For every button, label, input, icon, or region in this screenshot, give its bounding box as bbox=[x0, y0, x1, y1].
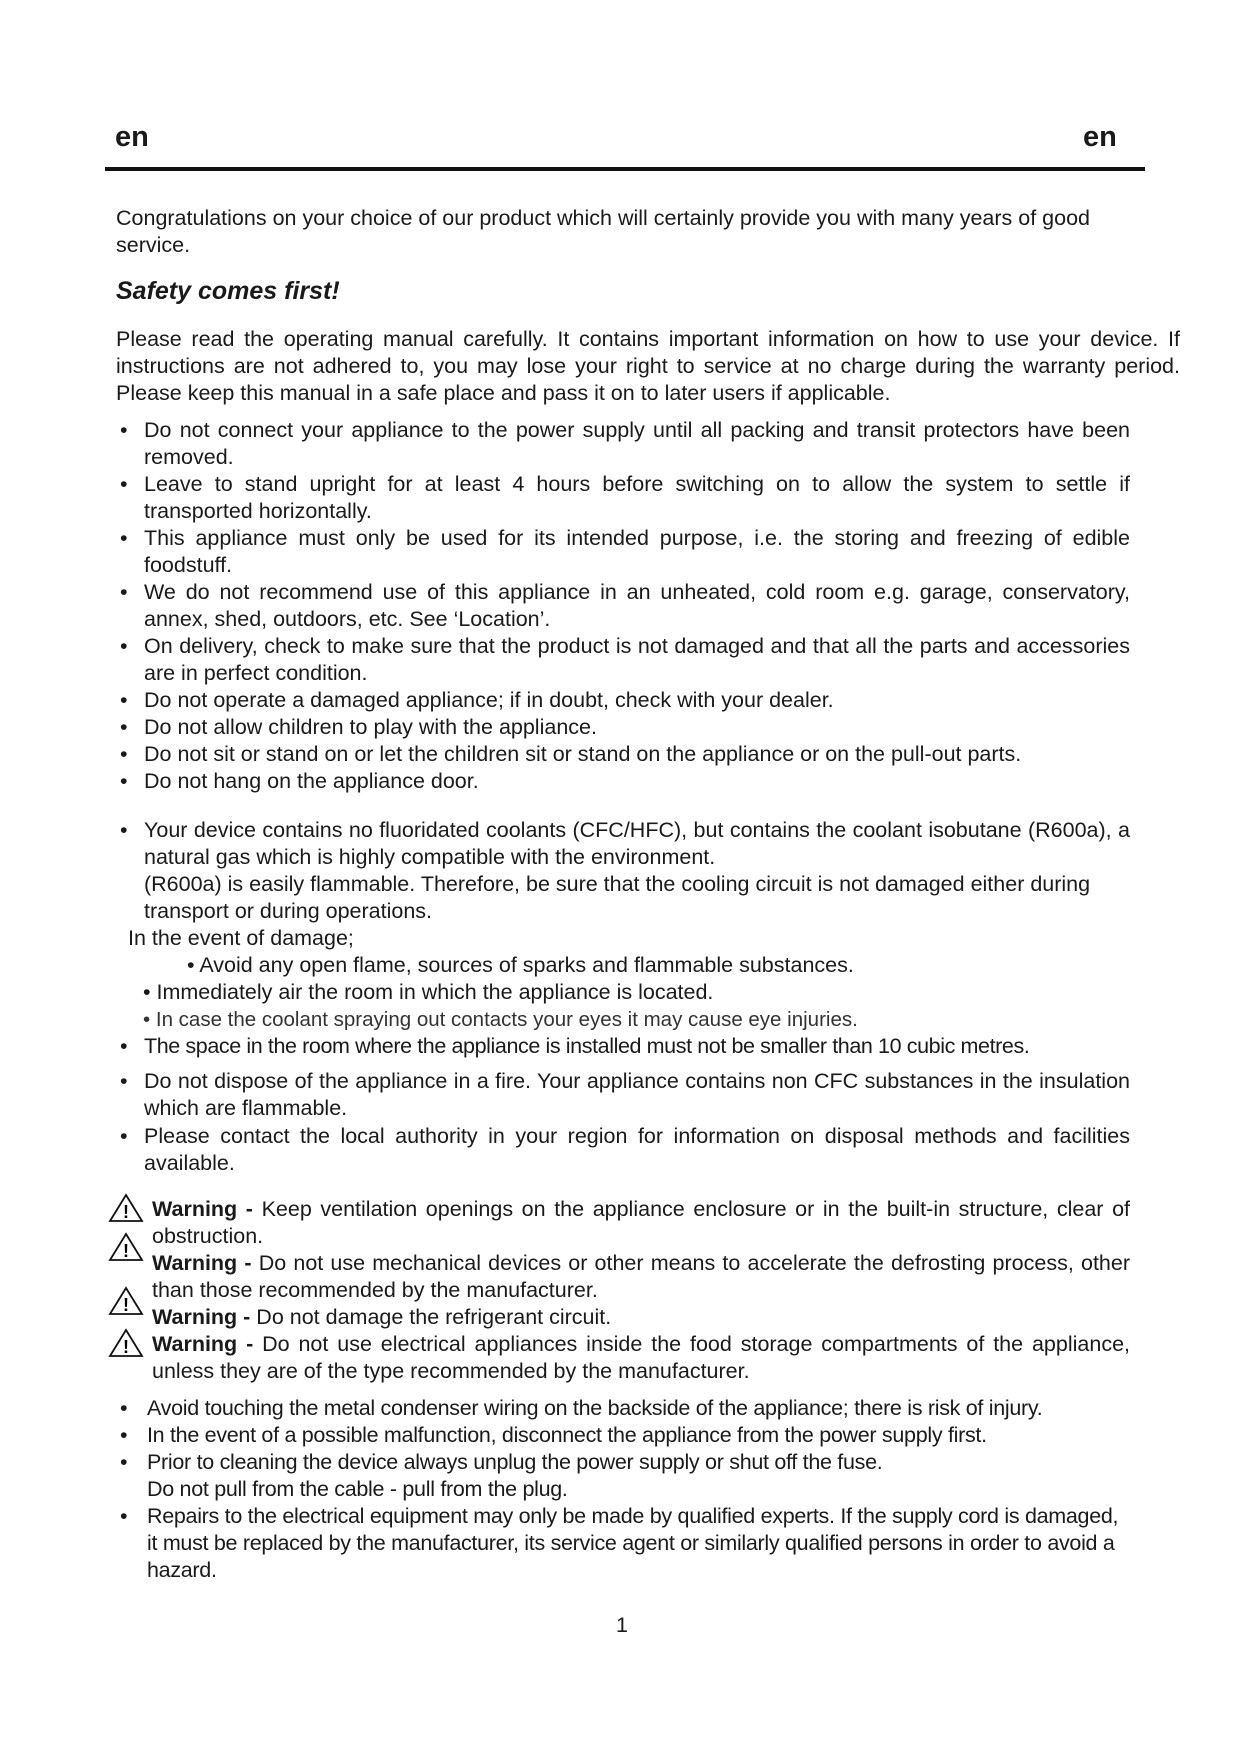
list-item: • Leave to stand upright for at least 4 hours before switching on to allow the system to settle if transported horizontally. bbox=[120, 472, 1130, 523]
intro-paragraph: Please read the operating manual carefully. It contains important information on how to use your device. If instructions are not adhered to, you may lose your right to service at no charge during the warranty period. Please keep this manual in a safe place and pass it on to later users if applicable. bbox=[116, 327, 1180, 405]
warning-triangle-icon bbox=[108, 1328, 144, 1358]
damage-step: • In case the coolant spraying out contacts your eyes it may cause eye injuries. bbox=[143, 1008, 858, 1031]
header-rule bbox=[105, 167, 1145, 171]
coolant-section bbox=[116, 817, 1130, 925]
warning-item: ! Warning - Do not use electrical appliances inside the food storage compartments of the appliance, unless they are of the type recommended by the manufacturer. bbox=[116, 1331, 1130, 1385]
safety-list-1 bbox=[116, 417, 1130, 795]
warning-item: ! Warning - Keep ventilation openings on the appliance enclosure or in the built-in structure, clear of obstruction. bbox=[116, 1196, 1130, 1250]
list-item: • Do not dispose of the appliance in a fire. Your appliance contains non CFC substances in the insulation which are flammable. bbox=[120, 1069, 1130, 1120]
list-item: • Do not connect your appliance to the power supply until all packing and transit protectors have been removed. bbox=[120, 418, 1130, 469]
warning-item: ! Warning - Do not damage the refrigerant circuit. bbox=[116, 1304, 1130, 1331]
warning-triangle-icon bbox=[108, 1232, 144, 1262]
damage-step: • Immediately air the room in which the appliance is located. bbox=[143, 980, 714, 1004]
list-item: • Do not hang on the appliance door. bbox=[120, 769, 479, 793]
list-item: • Prior to cleaning the device always unplug the power supply or shut off the fuse. Do not pull from the cable - pull from the plug. bbox=[120, 1450, 883, 1501]
list-item: • Please contact the local authority in your region for information on disposal methods and facilities available. bbox=[120, 1124, 1130, 1175]
list-item: • In the event of a possible malfunction, disconnect the appliance from the power supply first. bbox=[120, 1423, 987, 1447]
section-heading: Safety comes first! bbox=[116, 277, 340, 305]
list-item: • Repairs to the electrical equipment may only be made by qualified experts. If the supply cord is damaged, it must be replaced by the manufacturer, its service agent or similarly qualified persons in order to avoid a hazard. bbox=[120, 1504, 1119, 1582]
intro-text: Congratulations on your choice of our product which will certainly provide you with many years of good service. bbox=[116, 206, 1090, 257]
svg-text:!: ! bbox=[123, 1241, 129, 1261]
list-item: • Avoid touching the metal condenser wiring on the backside of the appliance; there is risk of injury. bbox=[120, 1396, 1043, 1420]
warning-item: ! Warning - Do not use mechanical devices or other means to accelerate the defrosting process, other than those recommended by the manufacturer. bbox=[116, 1250, 1130, 1304]
list-item: • This appliance must only be used for its intended purpose, i.e. the storing and freezing of edible foodstuff. bbox=[120, 526, 1130, 577]
list-item: • Do not operate a damaged appliance; if in doubt, check with your dealer. bbox=[120, 688, 834, 712]
language-label-right: en bbox=[1083, 121, 1117, 153]
warnings bbox=[116, 1196, 1130, 1385]
list-item: • Do not sit or stand on or let the children sit or stand on the appliance or on the pull-out parts. bbox=[120, 742, 1022, 766]
list-item: • We do not recommend use of this appliance in an unheated, cold room e.g. garage, conservatory, annex, shed, outdoors, etc. See ‘Location’. bbox=[120, 580, 1130, 631]
list-item: • The space in the room where the appliance is installed must not be smaller than 10 cubic metres. bbox=[120, 1034, 1030, 1058]
list-item: • On delivery, check to make sure that the product is not damaged and that all the parts and accessories are in perfect condition. bbox=[120, 634, 1130, 685]
svg-text:!: ! bbox=[123, 1295, 129, 1315]
safety-list-2 bbox=[116, 1068, 1130, 1177]
svg-text:!: ! bbox=[123, 1202, 129, 1222]
svg-text:!: ! bbox=[123, 1337, 129, 1357]
warning-triangle-icon bbox=[108, 1193, 144, 1223]
page-number: 1 bbox=[616, 1613, 628, 1637]
warning-triangle-icon bbox=[108, 1286, 144, 1316]
damage-step: • Avoid any open flame, sources of sparks and flammable substances. bbox=[187, 953, 854, 977]
safety-list-3 bbox=[116, 1395, 1130, 1584]
damage-intro: In the event of damage; bbox=[128, 926, 354, 950]
list-item: • Your device contains no fluoridated coolants (CFC/HFC), but contains the coolant isobutane (R600a), a natural gas which is highly compatible with the environment. (R600a) is easily flammable. Therefore, be sure that the cooling circuit is not damaged either during transport or during operations. bbox=[120, 818, 1130, 923]
language-label-left: en bbox=[115, 121, 149, 153]
list-item: • Do not allow children to play with the appliance. bbox=[120, 715, 597, 739]
space-item-list bbox=[116, 1033, 1130, 1060]
